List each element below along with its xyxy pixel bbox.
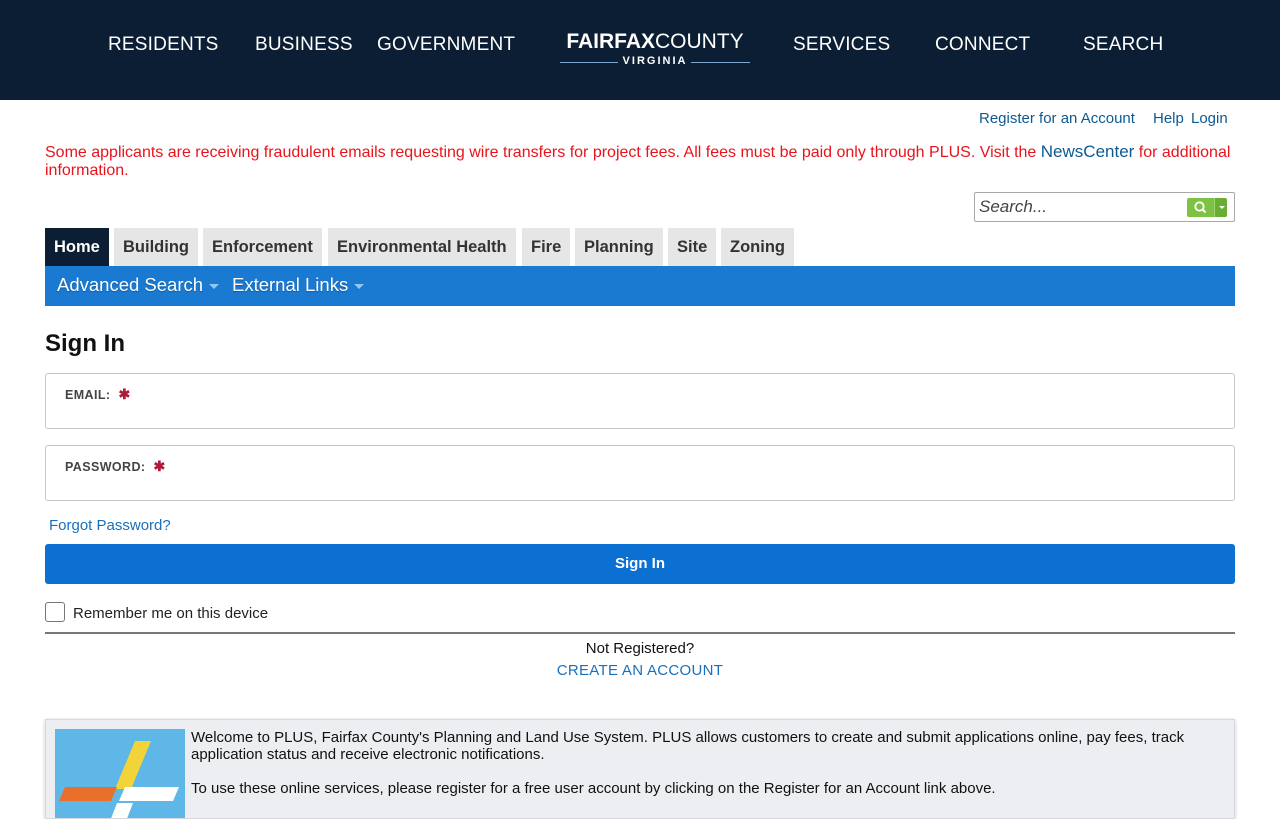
required-icon: ✱	[153, 458, 166, 474]
register-link[interactable]: Register for an Account	[979, 110, 1135, 127]
nav-business[interactable]: BUSINESS	[255, 34, 353, 55]
search-input[interactable]	[979, 196, 1179, 218]
logo-subtitle: VIRGINIA	[622, 55, 688, 67]
search-button[interactable]	[1187, 198, 1214, 217]
top-navigation	[0, 0, 1280, 100]
search-options-dropdown[interactable]	[1214, 198, 1227, 217]
password-input[interactable]	[64, 476, 1214, 496]
newscenter-link[interactable]: NewsCenter	[1040, 142, 1135, 161]
fairfax-county-logo[interactable]	[558, 30, 752, 70]
welcome-text: Welcome to PLUS, Fairfax County's Planning and Land Use System. PLUS allows customers to create and submit applications online, pay fees, track application status and receive electronic notifications.	[191, 729, 1185, 763]
tab-zoning[interactable]: Zoning	[721, 228, 794, 266]
nav-connect[interactable]: CONNECT	[935, 34, 1031, 55]
not-registered-text: Not Registered?	[585, 640, 695, 657]
advanced-search-label: Advanced Search	[57, 274, 204, 295]
email-label	[65, 386, 131, 403]
tab-site[interactable]: Site	[668, 228, 716, 266]
remember-me-checkbox[interactable]	[45, 602, 65, 622]
plus-logo-graphic	[55, 729, 185, 819]
login-link[interactable]: Login	[1191, 110, 1228, 127]
search-icon	[1187, 198, 1214, 217]
divider	[45, 632, 1235, 634]
welcome-register-text: To use these online services, please register for a free user account by clicking on the Register for an Account link above.	[191, 780, 996, 797]
tab-environmental-health[interactable]: Environmental Health	[328, 228, 516, 266]
logo-rule-right	[691, 62, 750, 63]
password-label	[65, 458, 166, 475]
tab-building[interactable]: Building	[114, 228, 198, 266]
logo-wordmark	[558, 30, 752, 54]
email-field[interactable]	[45, 373, 1235, 429]
sign-in-button[interactable]: Sign In	[45, 544, 1235, 584]
nav-residents[interactable]: RESIDENTS	[108, 34, 219, 55]
chevron-down-icon	[209, 284, 219, 289]
module-subnav	[45, 266, 1235, 306]
external-links-label: External Links	[232, 274, 349, 295]
tab-home[interactable]: Home	[45, 228, 109, 266]
advanced-search-menu[interactable]	[57, 274, 219, 296]
password-label-text: PASSWORD:	[65, 460, 146, 474]
email-label-text: EMAIL:	[65, 388, 111, 402]
alert-text-after: for additional information.	[45, 144, 1231, 179]
tab-planning[interactable]: Planning	[575, 228, 663, 266]
external-links-menu[interactable]	[232, 274, 364, 296]
global-search	[974, 192, 1235, 222]
plus-logo	[55, 729, 185, 819]
tab-fire[interactable]: Fire	[522, 228, 570, 266]
nav-search[interactable]: SEARCH	[1083, 34, 1164, 55]
page-title: Sign In	[45, 330, 125, 357]
nav-government[interactable]: GOVERNMENT	[377, 34, 516, 55]
create-account-row	[0, 662, 1280, 679]
password-field[interactable]	[45, 445, 1235, 501]
logo-wordmark-bold: FAIRFAX	[566, 30, 655, 53]
fraud-alert-message	[45, 143, 1240, 180]
logo-wordmark-rest: COUNTY	[655, 30, 744, 53]
tab-enforcement[interactable]: Enforcement	[203, 228, 322, 266]
email-input[interactable]	[64, 404, 1214, 424]
remember-me-label: Remember me on this device	[73, 605, 269, 622]
alert-text: Some applicants are receiving fraudulent emails requesting wire transfers for project fees. All fees must be paid only through PLUS. Visit the	[45, 144, 1037, 161]
forgot-password-link[interactable]: Forgot Password?	[49, 517, 171, 534]
nav-services[interactable]: SERVICES	[793, 34, 891, 55]
chevron-down-icon	[354, 284, 364, 289]
welcome-panel	[45, 719, 1235, 819]
required-icon: ✱	[118, 386, 131, 402]
create-account-link[interactable]: CREATE AN ACCOUNT	[556, 662, 724, 679]
help-link[interactable]: Help	[1153, 110, 1184, 127]
